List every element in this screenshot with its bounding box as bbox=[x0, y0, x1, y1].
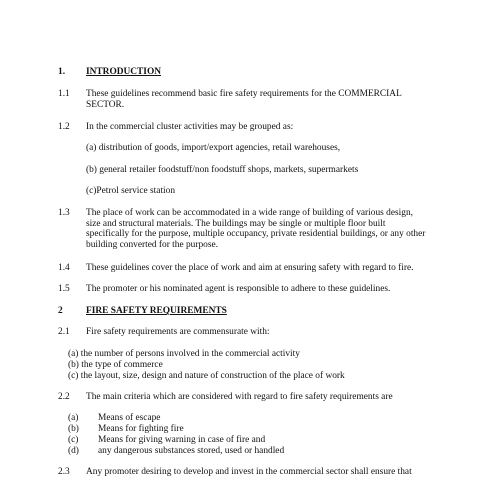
list-item-text: Means of escape bbox=[98, 413, 161, 423]
paragraph-number: 2.1 bbox=[58, 327, 70, 337]
list-item-text: any dangerous substances stored, used or handled bbox=[98, 446, 285, 456]
paragraph-number: 1.3 bbox=[58, 208, 70, 218]
list-item-text: Means for fighting fire bbox=[98, 424, 184, 434]
list-marker: (d) bbox=[68, 446, 79, 456]
list-marker: (b) bbox=[68, 424, 79, 434]
paragraph-text: The place of work can be accommodated in a wide range of building of various design, size and structural materials. The buildings may be single or multiple floor built specifically for the purpose, multiple occupancy, private residential buildings, or any other building converted for the purpose. bbox=[86, 208, 426, 250]
list-marker: (c) bbox=[68, 435, 79, 445]
list-item-text: (a) the number of persons involved in the commercial activity bbox=[68, 349, 300, 359]
paragraph-text: Any promoter desiring to develop and invest in the commercial sector shall ensure that bbox=[86, 467, 412, 477]
list-item-text: (c) the layout, size, design and nature of construction of the place of work bbox=[68, 371, 345, 381]
list-item-text: (a) distribution of goods, import/export agencies, retail warehouses, bbox=[86, 143, 341, 153]
paragraph-number: 1.4 bbox=[58, 263, 70, 273]
section-2-number: 2 bbox=[58, 306, 63, 316]
paragraph-number: 1.5 bbox=[58, 284, 70, 294]
paragraph-number: 2.2 bbox=[58, 392, 70, 402]
paragraph-number: 1.2 bbox=[58, 122, 70, 132]
paragraph-number: 1.1 bbox=[58, 89, 70, 99]
paragraph-text: These guidelines recommend basic fire safety requirements for the COMMERCIAL SECTOR. bbox=[86, 89, 402, 110]
section-2-title: FIRE SAFETY REQUIREMENTS bbox=[86, 306, 227, 316]
paragraph-text: The main criteria which are considered with regard to fire safety requirements are bbox=[86, 392, 393, 402]
list-item-text: (b) the type of commerce bbox=[68, 360, 163, 370]
list-item-text: (c)Petrol service station bbox=[86, 186, 176, 196]
paragraph-text: These guidelines cover the place of work and aim at ensuring safety with regard to fire. bbox=[86, 263, 414, 273]
paragraph-text: In the commercial cluster activities may be grouped as: bbox=[86, 122, 294, 132]
section-1-number: 1. bbox=[58, 67, 66, 77]
paragraph-text: Fire safety requirements are commensurate with: bbox=[86, 327, 270, 337]
list-item-text: Means for giving warning in case of fire and bbox=[98, 435, 266, 445]
paragraph-number: 2.3 bbox=[58, 467, 70, 477]
paragraph-text: The promoter or his nominated agent is responsible to adhere to these guidelines. bbox=[86, 284, 391, 294]
section-1-title: INTRODUCTION bbox=[86, 67, 162, 77]
list-marker: (a) bbox=[68, 413, 79, 423]
list-item-text: (b) general retailer foodstuff/non foodstuff shops, markets, supermarkets bbox=[86, 165, 359, 175]
